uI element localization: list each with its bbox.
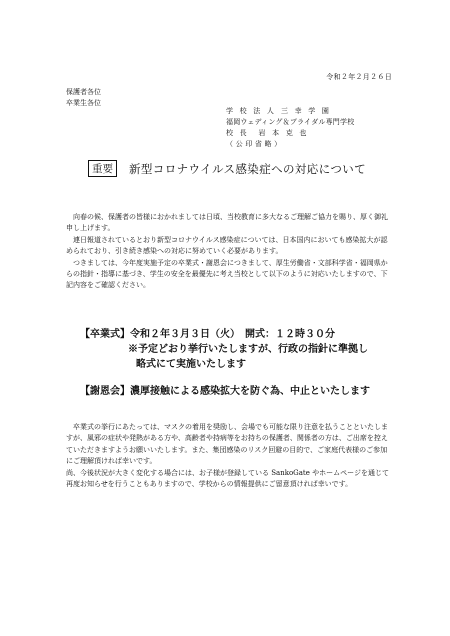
- closing-paragraph: 尚、今後状況が大きく変化する場合には、お子様が登録している SankoGate やホームページを通じて再度お知らせを行うこともありますので、学校からの情報提供にご留意頂ければ幸いです。: [66, 468, 389, 489]
- graduation-notice: [80, 327, 368, 372]
- sender-school: 福岡ウェディング＆ブライダル専門学校: [226, 118, 355, 126]
- document-date: 令和２年２月２６日: [326, 73, 392, 81]
- seal-omitted-note: （ 公 印 省 略 ）: [226, 140, 282, 148]
- corporation-name: 三 幸 学 園: [280, 107, 332, 115]
- intro-body: [66, 212, 392, 292]
- sender-corporation: [226, 106, 354, 117]
- document-title-row: [88, 158, 408, 176]
- graduation-note-line1: ※予定どおり挙行いたしますが、行政の指針に準拠し: [128, 344, 368, 355]
- closing-paragraph: 卒業式の挙行にあたっては、マスクの着用を奨励し、会場でも可能な限り注意を払うことといたしますが、風邪の症状や発熱がある方や、高齢者や持病等をお持ちの保護者、関係者の方は、ご出席を控えていただきますようお願いいたします。また、集団感染のリスク回避の目的で、ご家庭代表様のご参加にご理解頂ければ幸いです。: [66, 423, 388, 466]
- party-cancellation-notice: 【謝恩会】濃厚接触による感染拡大を防ぐ為、中止といたします: [80, 386, 370, 397]
- graduation-schedule: 【卒業式】令和２年３月３日（火） 開式：１２時３０分: [80, 329, 335, 340]
- recipient-graduates: 卒業生各位: [66, 99, 101, 107]
- principal-label: 校 長: [226, 129, 249, 137]
- graduation-note-line2: 略式にて実施いたします: [136, 359, 246, 370]
- sender-principal: [226, 128, 354, 139]
- sender-block: [226, 106, 354, 150]
- recipients-block: [66, 87, 101, 109]
- principal-name: 岩 本 克 也: [258, 129, 309, 137]
- document-title: 新型コロナウイルス感染症への対応について: [129, 161, 367, 176]
- closing-body: [66, 422, 392, 490]
- intro-paragraph: つきましては、今年度実施予定の卒業式・謝恩会につきまして、厚生労働省・文部科学省・福岡県からの指針・指導に基づき、学生の安全を最優先に考え当校として以下のように対応いたしますので、下記内容をご確認ください。: [66, 258, 388, 290]
- corporation-label: 学 校 法 人: [226, 107, 277, 115]
- intro-paragraph: 連日報道されているとおり新型コロナウイルス感染症については、日本国内においても感染拡大が認められており、引き続き感染への対応に努めていく必要があります。: [66, 235, 388, 256]
- important-badge: 重要: [88, 160, 117, 177]
- recipient-parents: 保護者各位: [66, 88, 101, 96]
- intro-paragraph: 向春の候、保護者の皆様におかれましては日頃、当校教育に多大なるご理解ご協力を賜り、厚く御礼申し上げます。: [66, 213, 388, 233]
